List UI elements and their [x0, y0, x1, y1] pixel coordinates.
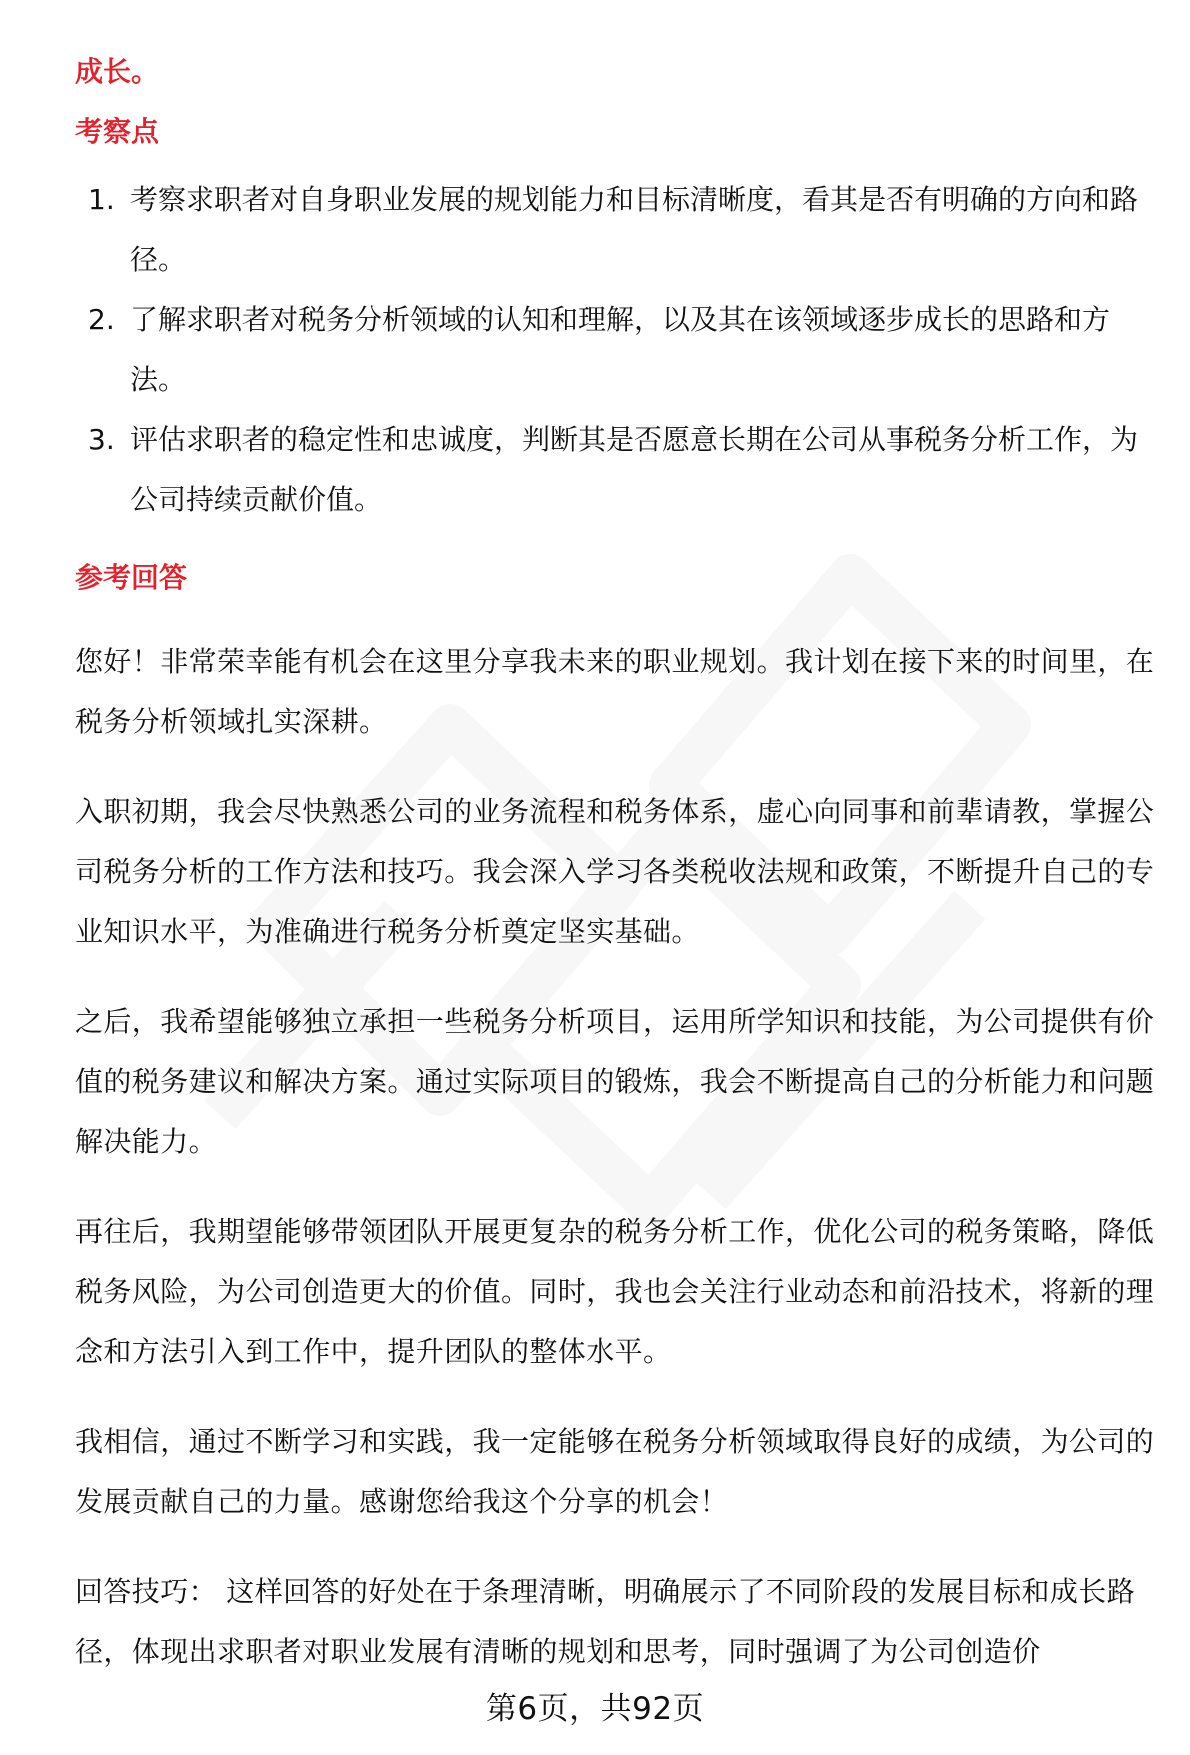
answer-paragraph-1: 您好！非常荣幸能有机会在这里分享我未来的职业规划。我计划在接下来的时间里，在税务分析领域扎实深耕。 [75, 645, 1155, 738]
document-content [75, 48, 1155, 1682]
answer-paragraph-3: 之后，我希望能够独立承担一些税务分析项目，运用所学知识和技能，为公司提供有价值的税务建议和解决方案。通过实际项目的锻炼，我会不断提高自己的分析能力和问题解决能力。 [75, 1005, 1155, 1158]
evaluation-item-text: 了解求职者对税务分析领域的认知和理解，以及其在该领域逐步成长的思路和方法。 [130, 303, 1111, 396]
evaluation-item-1 [75, 170, 1155, 290]
evaluation-heading: 考察点 [75, 115, 160, 148]
answer-paragraph-5: 我相信，通过不断学习和实践，我一定能够在税务分析领域取得良好的成绩，为公司的发展贡献自己的力量。感谢您给我这个分享的机会！ [75, 1425, 1155, 1518]
evaluation-item-text: 考察求职者对自身职业发展的规划能力和目标清晰度，看其是否有明确的方向和路径。 [130, 183, 1139, 276]
reference-answer-heading: 参考回答 [75, 561, 188, 594]
continued-text-heading: 成长。 [75, 55, 160, 88]
evaluation-item-text: 评估求职者的稳定性和忠诚度，判断其是否愿意长期在公司从事税务分析工作，为公司持续贡献价值。 [130, 423, 1139, 516]
evaluation-item-2 [75, 290, 1155, 410]
page-number-footer: 第6页，共92页 [485, 1691, 705, 1727]
evaluation-item-number: 2. [88, 303, 115, 336]
evaluation-list [75, 170, 1155, 530]
evaluation-item-3 [75, 410, 1155, 530]
evaluation-item-number: 3. [88, 423, 115, 456]
answer-tips-paragraph: 回答技巧： 这样回答的好处在于条理清晰，明确展示了不同阶段的发展目标和成长路径，体现出求职者对职业发展有清晰的规划和思考，同时强调了为公司创造价 [75, 1575, 1136, 1668]
evaluation-item-number: 1. [88, 183, 115, 216]
answer-paragraph-4: 再往后，我期望能够带领团队开展更复杂的税务分析工作，优化公司的税务策略，降低税务风险，为公司创造更大的价值。同时，我也会关注行业动态和前沿技术，将新的理念和方法引入到工作中，提升团队的整体水平。 [75, 1215, 1155, 1368]
answer-paragraph-2: 入职初期，我会尽快熟悉公司的业务流程和税务体系，虚心向同事和前辈请教，掌握公司税务分析的工作方法和技巧。我会深入学习各类税收法规和政策，不断提升自己的专业知识水平，为准确进行税务分析奠定坚实基础。 [75, 795, 1155, 948]
